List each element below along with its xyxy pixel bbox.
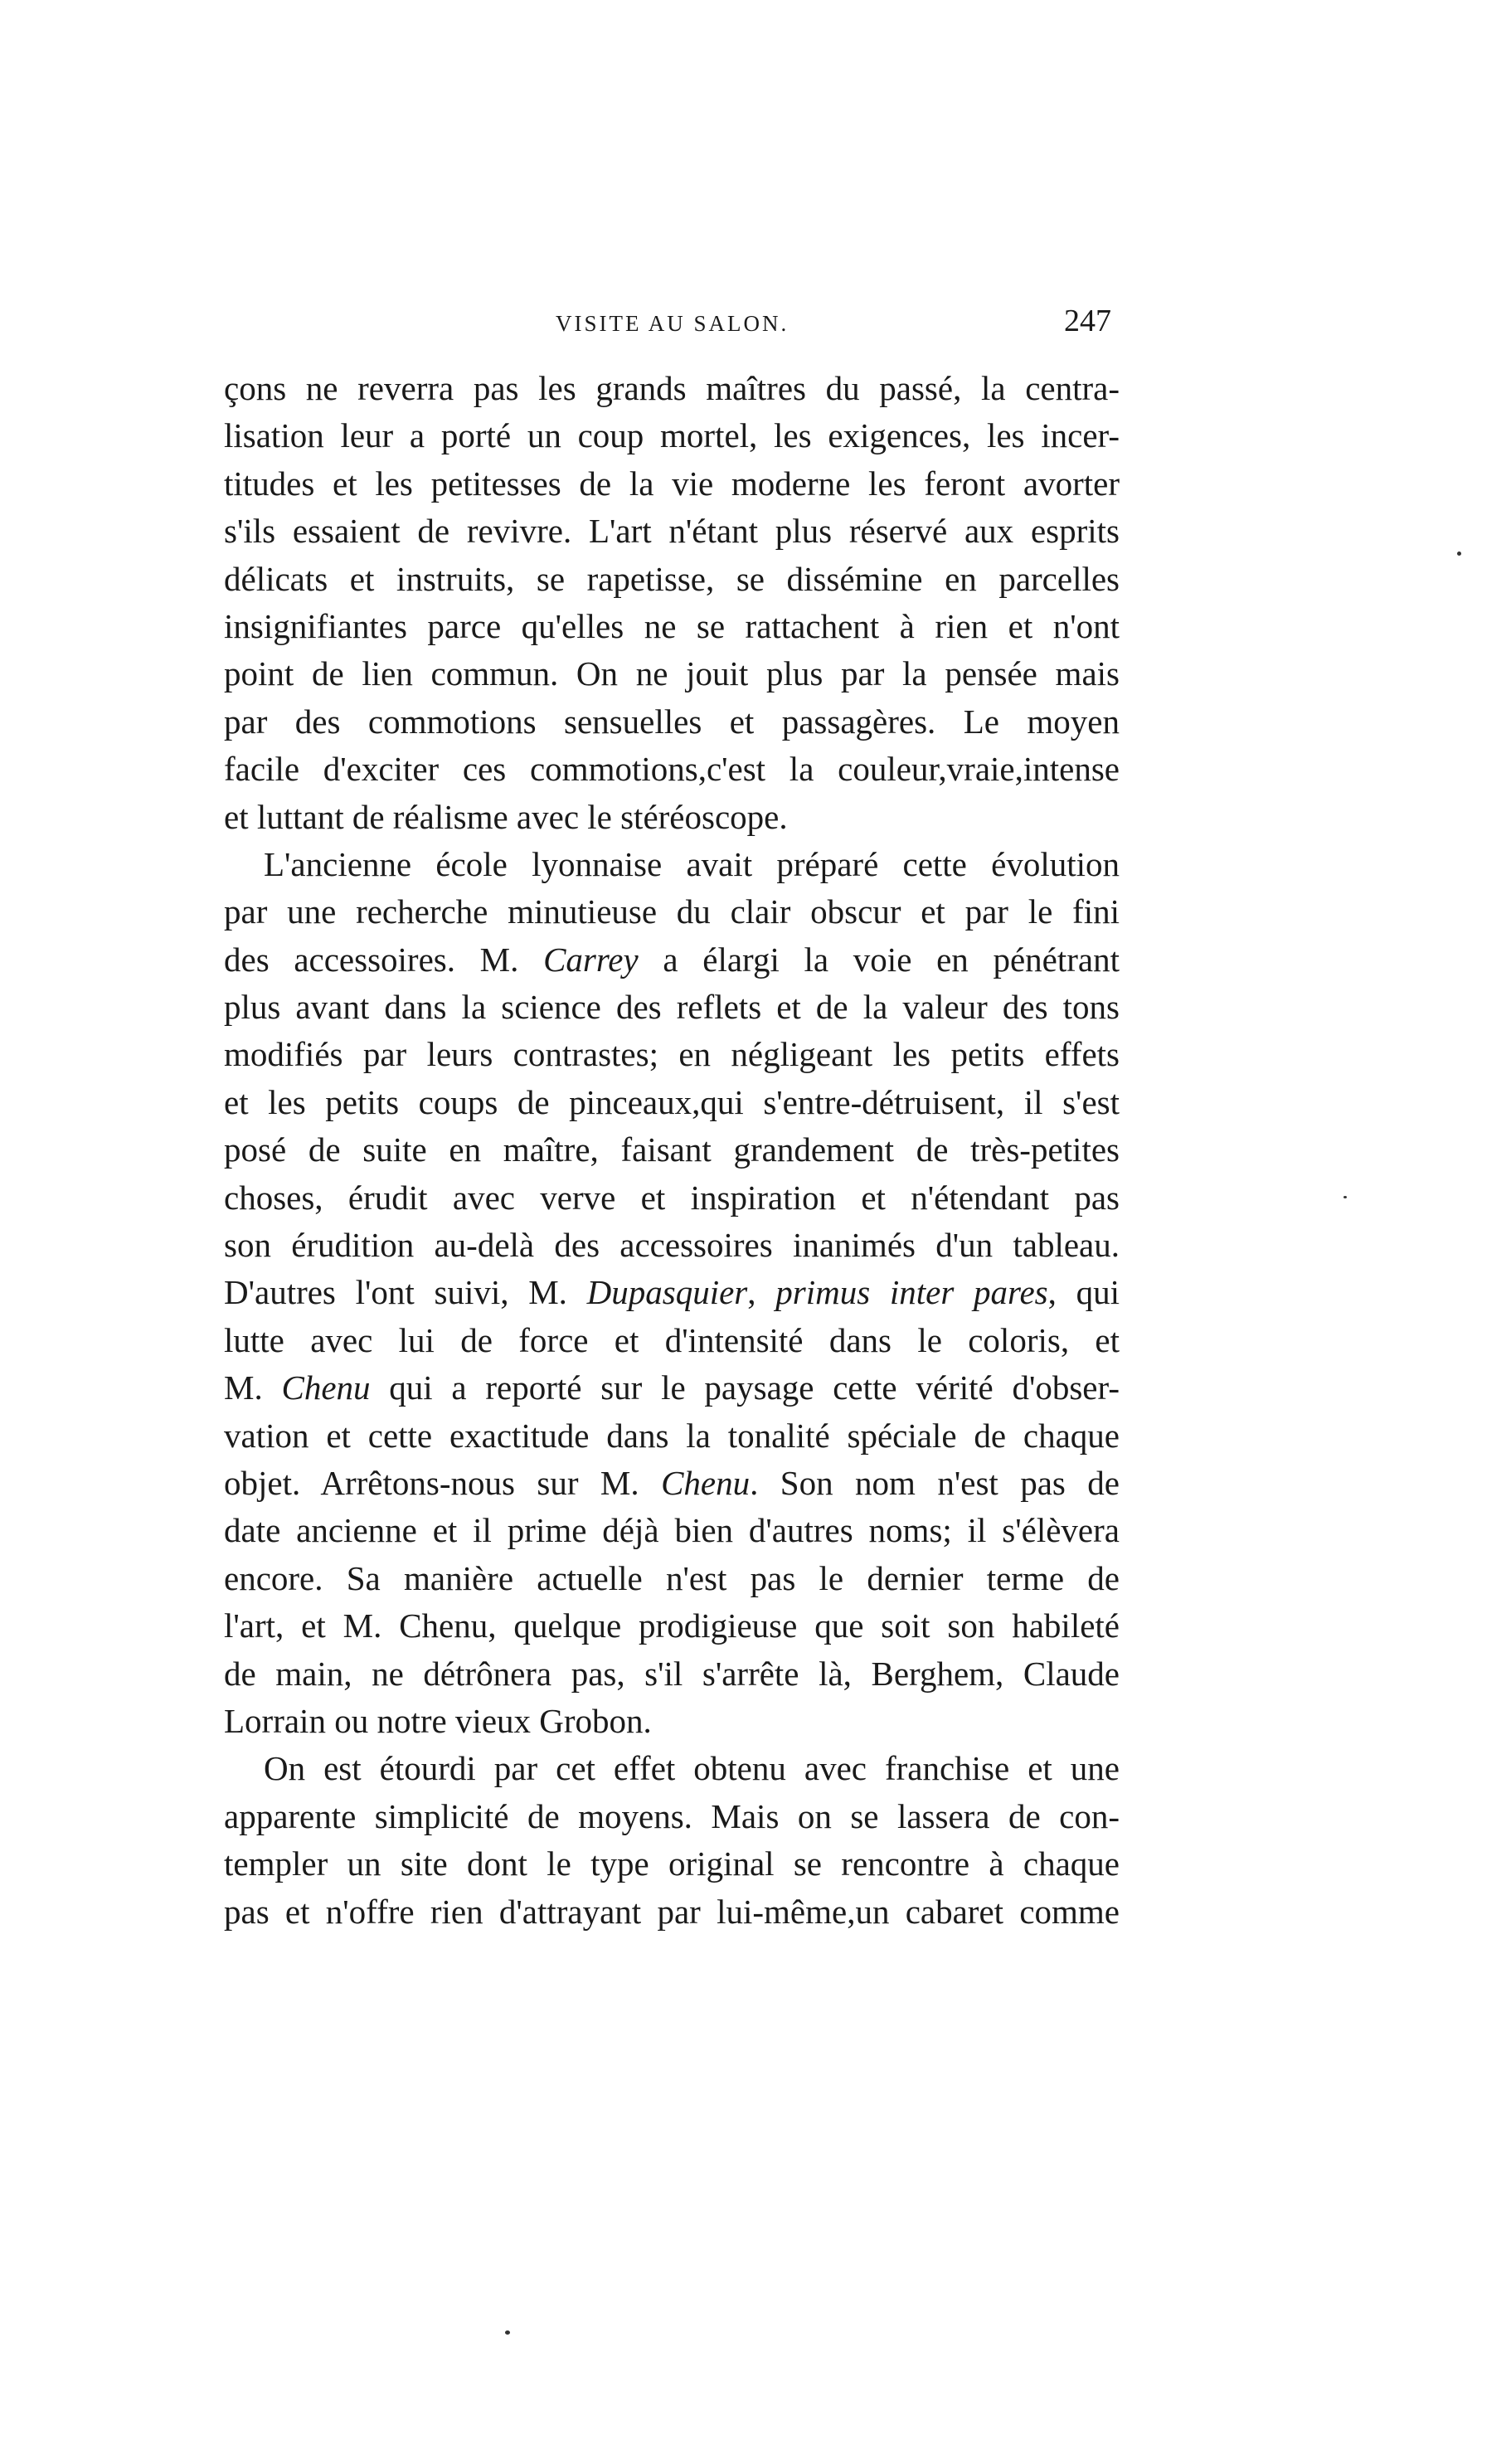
text-line: templer un site dont le type original se rencontre à chaque <box>224 1844 1120 1883</box>
text-line: de main, ne détrônera pas, s'il s'arrête là, Berghem, Claude <box>224 1654 1120 1693</box>
text-run: , qui <box>1047 1273 1120 1312</box>
text-line <box>224 936 1120 984</box>
scan-speck <box>1343 1196 1347 1198</box>
text-line: posé de suite en maître, faisant grandement de très-petites <box>224 1130 1120 1169</box>
text-line <box>224 1364 1120 1412</box>
text-line: et les petits coups de pinceaux,qui s'entre-détruisent, il s'est <box>224 1082 1120 1121</box>
text-line: date ancienne et il prime déjà bien d'autres noms; il s'élèvera <box>224 1511 1120 1550</box>
text-line: insignifiantes parce qu'elles ne se rattachent à rien et n'ont <box>224 606 1120 645</box>
text-run: des accessoires. M. <box>224 940 544 979</box>
artist-name-carrey: Carrey <box>543 940 639 979</box>
text-line: plus avant dans la science des reflets et de la valeur des tons <box>224 988 1120 1027</box>
text-line: titudes et les petitesses de la vie moderne les feront avorter <box>224 464 1120 503</box>
artist-name-chenu: Chenu <box>281 1368 371 1407</box>
page-number: 247 <box>1064 304 1111 338</box>
text-line: par une recherche minutieuse du clair obscur et par le fini <box>224 892 1120 931</box>
text-run: , <box>747 1273 776 1312</box>
text-line: choses, érudit avec verve et inspiration et n'étendant pas <box>224 1178 1120 1217</box>
text-line: point de lien commun. On ne jouit plus par la pensée mais <box>224 654 1120 693</box>
text-run: D'autres l'ont suivi, M. <box>224 1273 587 1312</box>
text-line: lisation leur a porté un coup mortel, les exigences, les incer- <box>224 416 1120 455</box>
text-line: Lorrain ou notre vieux Grobon. <box>224 1701 652 1740</box>
text-line: s'ils essaient de revivre. L'art n'étant plus réservé aux esprits <box>224 512 1120 551</box>
text-line: par des commotions sensuelles et passagères. Le moyen <box>224 702 1120 741</box>
running-title: VISITE AU SALON. <box>556 311 790 336</box>
text-line: pas et n'offre rien d'attrayant par lui-même,un cabaret comme <box>224 1892 1120 1931</box>
body-text <box>224 365 1120 1936</box>
text-line: L'ancienne école lyonnaise avait préparé cette évolution <box>264 844 1120 883</box>
text-line: et luttant de réalisme avec le stéréoscope. <box>224 797 788 836</box>
latin-phrase: primus inter pares <box>775 1273 1048 1312</box>
scan-speck <box>505 2330 510 2335</box>
text-line <box>224 1269 1120 1316</box>
text-line: délicats et instruits, se rapetisse, se dissémine en parcelles <box>224 559 1120 598</box>
text-line: son érudition au-delà des accessoires inanimés d'un tableau. <box>224 1226 1120 1265</box>
text-run: a élargi la voie en pénétrant <box>638 940 1120 979</box>
text-line: facile d'exciter ces commotions,c'est la couleur,vraie,intense <box>224 750 1120 789</box>
artist-name-dupasquier: Dupasquier <box>586 1273 748 1312</box>
text-line: On est étourdi par cet effet obtenu avec franchise et une <box>264 1749 1120 1788</box>
page-header <box>224 303 1120 352</box>
artist-name-chenu: Chenu <box>661 1463 751 1502</box>
text-run: . Son nom n'est pas de <box>750 1463 1120 1502</box>
text-line: çons ne reverra pas les grands maîtres du passé, la centra- <box>224 369 1120 407</box>
text-line: lutte avec lui de force et d'intensité dans le coloris, et <box>224 1320 1120 1359</box>
text-line: vation et cette exactitude dans la tonalité spéciale de chaque <box>224 1416 1120 1455</box>
text-line: apparente simplicité de moyens. Mais on se lassera de con- <box>224 1796 1120 1835</box>
text-line: l'art, et M. Chenu, quelque prodigieuse que soit son habileté <box>224 1606 1120 1645</box>
scan-speck <box>1457 552 1461 556</box>
text-line <box>224 1460 1120 1507</box>
text-run: objet. Arrêtons-nous sur M. <box>224 1463 662 1502</box>
text-run: qui a reporté sur le paysage cette vérité d'obser- <box>370 1368 1120 1407</box>
text-run: M. <box>224 1368 282 1407</box>
text-line: encore. Sa manière actuelle n'est pas le dernier terme de <box>224 1558 1120 1597</box>
text-line: modifiés par leurs contrastes; en négligeant les petits effets <box>224 1035 1120 1074</box>
